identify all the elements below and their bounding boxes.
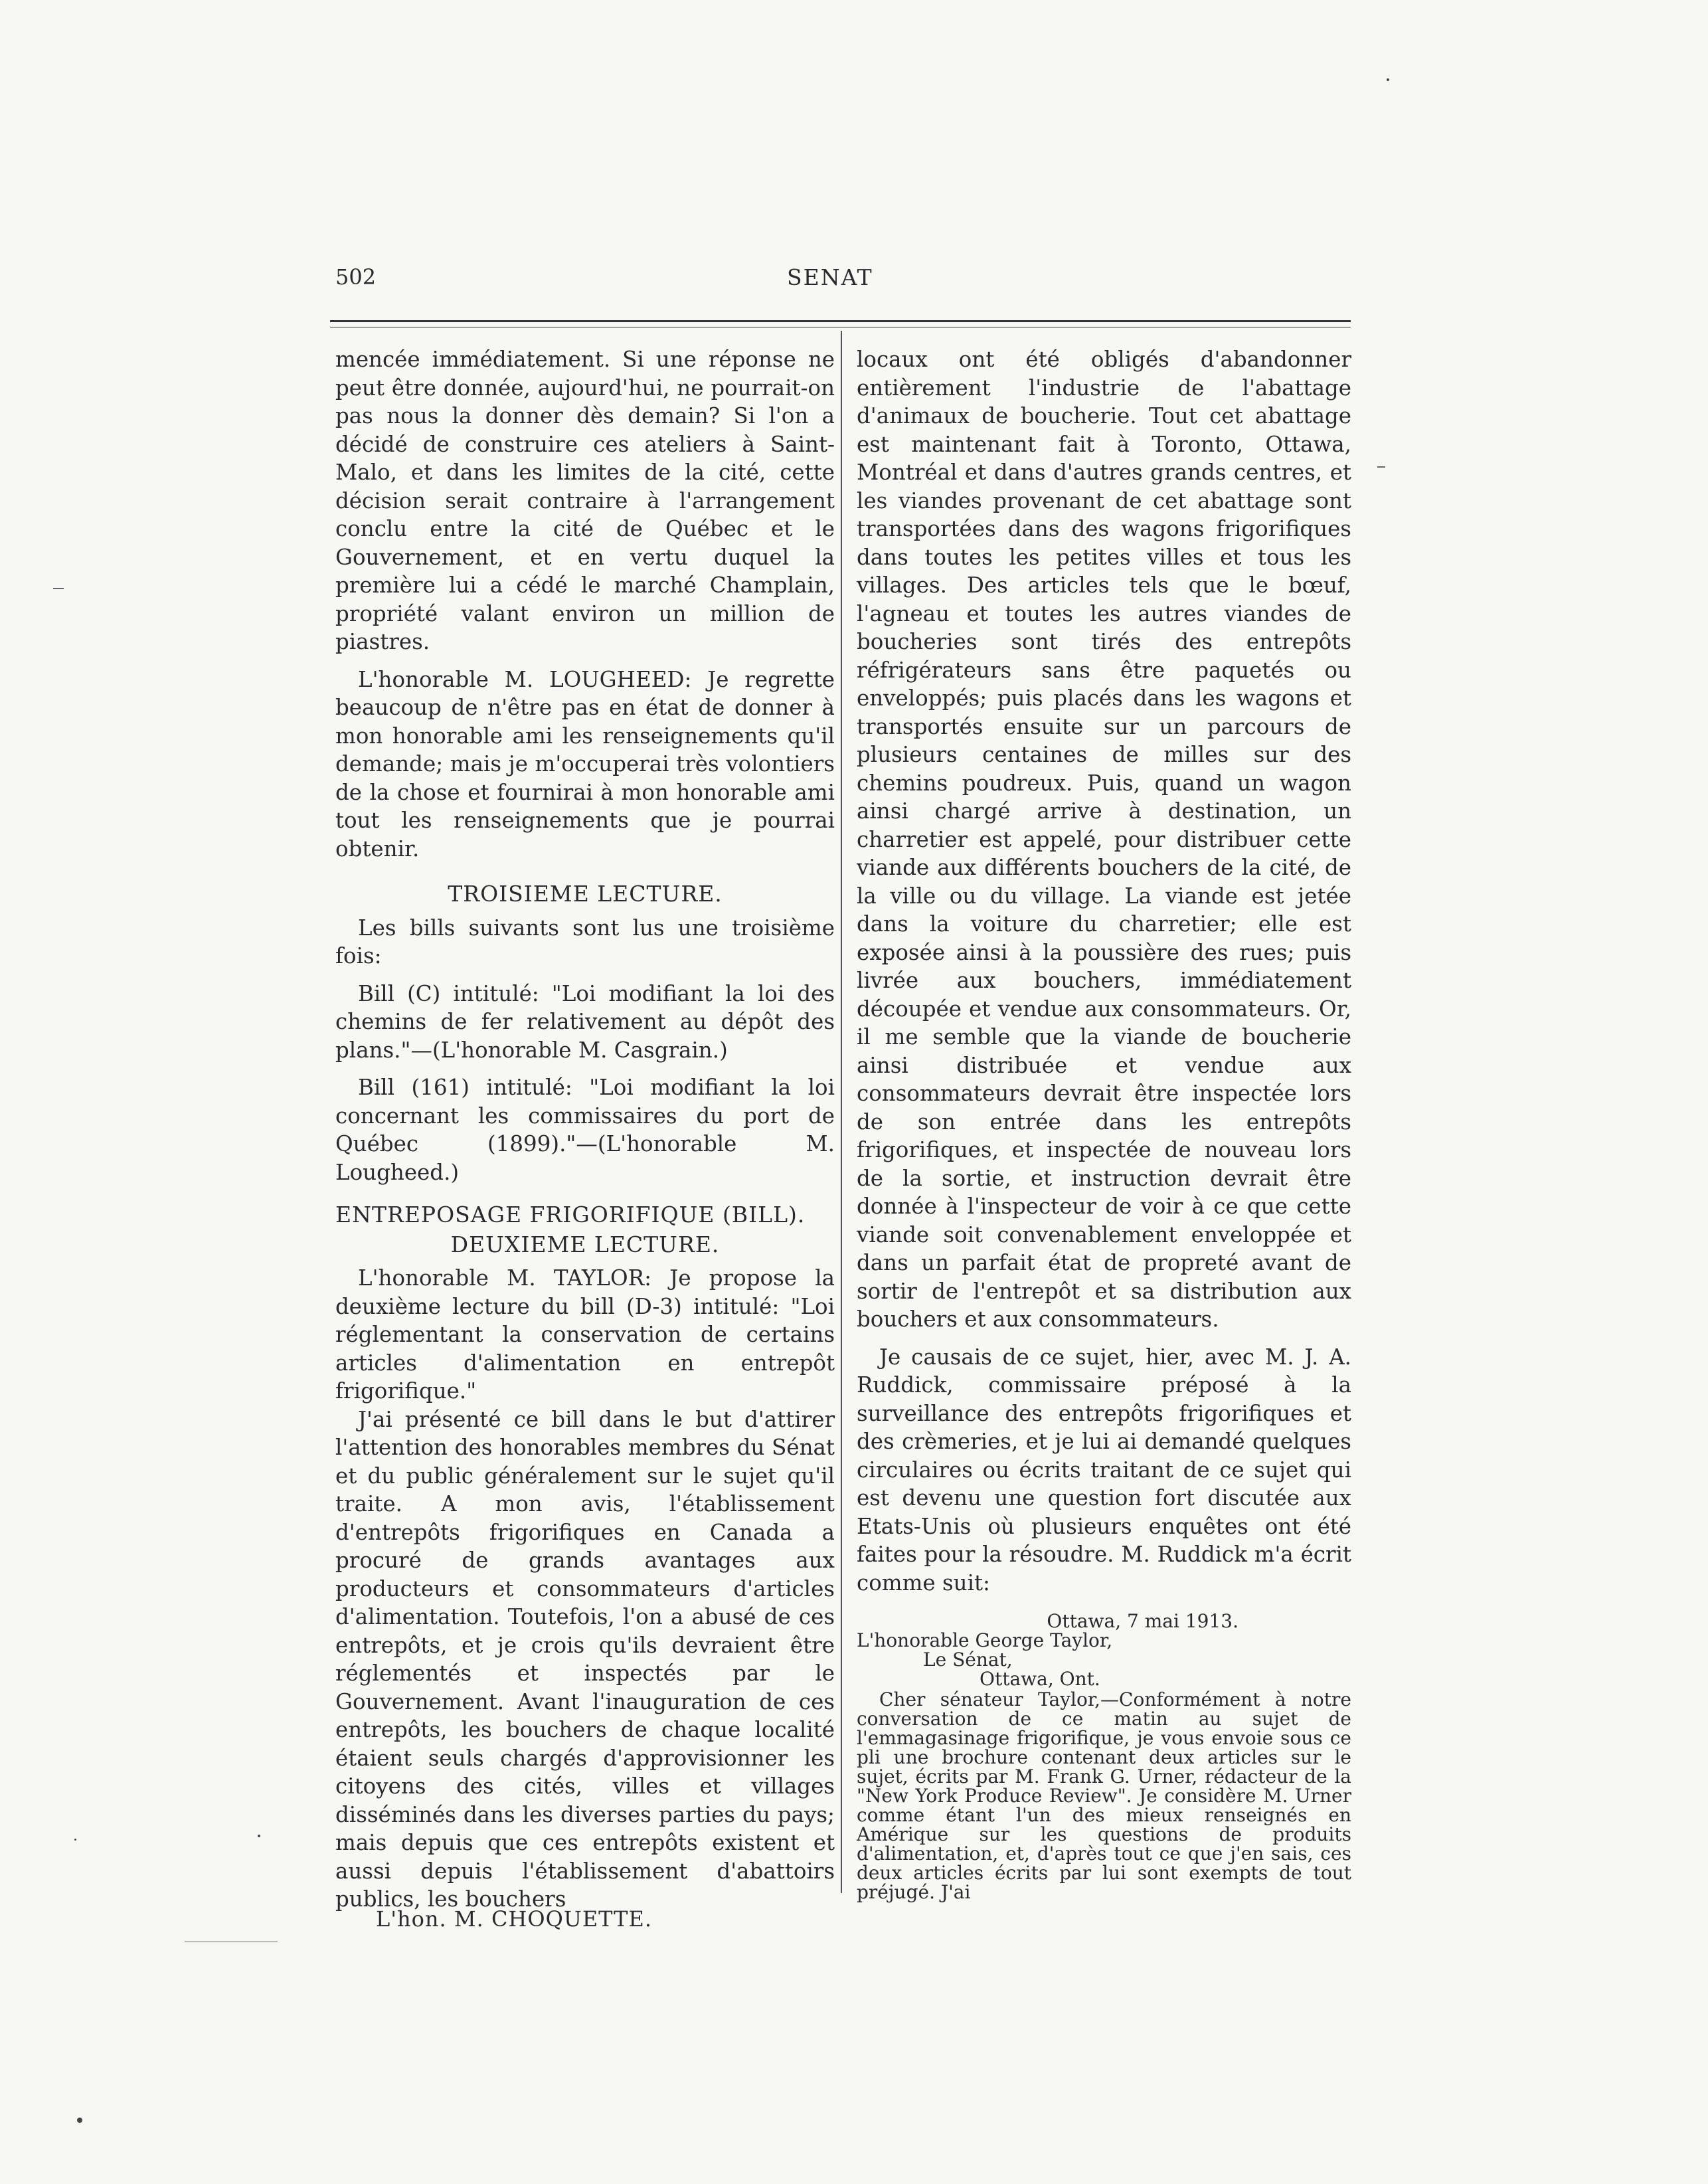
scan-mark — [53, 588, 64, 589]
left-paragraph-1: mencée immédiatement. Si une réponse ne peut être donnée, aujourd'hui, ne pourrait-on pas nous la donner dès demain? Si l'on a décidé de construire ces ateliers à Saint-Malo, et dans les limites de la cité, cette décision serait contraire à l'arrangement conclu entre la cité de Québec et le Gouvernement, et en vertu duquel la première lui a cédé le marché Champlain, propriété valant environ un million de piastres. — [335, 347, 835, 654]
left-paragraph-4: Bill (C) intitulé: "Loi modifiant la loi des chemins de fer relativement au dépôt des plans."—(L'honorable M. Casgrain.) — [335, 980, 835, 1063]
page-header — [335, 264, 1355, 298]
section-heading-deuxieme-lecture: DEUXIEME LECTURE. — [450, 1231, 720, 1257]
page-number: 502 — [335, 264, 377, 290]
scan-speck — [77, 2118, 82, 2123]
left-paragraph-3: Les bills suivants sont lus une troisième fois: — [335, 915, 835, 968]
right-paragraph-2: Je causais de ce sujet, hier, avec M. J. A. Ruddick, commissaire préposé à la surveillance des entrepôts frigorifiques et des crèmeries, et je lui ai demandé quelques circulaires ou écrits traitant de ce sujet qui est devenu une question fort discutée aux Etats-Unis où plusieurs enquêtes ont été faites pour la résoudre. M. Ruddick m'a écrit comme suit: — [857, 1344, 1351, 1595]
left-column — [335, 345, 835, 1914]
letter-addressee-line-2: Le Sénat, — [923, 1649, 1013, 1671]
section-heading-entreposage: ENTREPOSAGE FRIGORIFIQUE (BILL). — [335, 1202, 806, 1228]
letter-addressee: L'honorable George Taylor, — [857, 1629, 1113, 1651]
header-rule — [330, 320, 1351, 322]
letter-date: Ottawa, 7 mai 1913. — [1047, 1610, 1238, 1632]
scan-speck — [74, 1839, 76, 1841]
scan-mark — [1377, 466, 1385, 468]
letter-addressee-line-3: Ottawa, Ont. — [980, 1668, 1100, 1690]
right-column — [857, 345, 1351, 1902]
column-divider — [841, 331, 842, 1893]
quoted-letter — [857, 1611, 1351, 1902]
speaker-footer: L'hon. M. CHOQUETTE. — [376, 1906, 652, 1932]
left-paragraph-5: Bill (161) intitulé: "Loi modifiant la loi concernant les commissaires du port de Québec (1899)."—(L'honorable M. Lougheed.) — [335, 1075, 835, 1185]
running-head: SENAT — [787, 264, 873, 290]
scan-speck — [1387, 78, 1389, 81]
section-heading-troisieme-lecture: TROISIEME LECTURE. — [448, 881, 723, 907]
right-paragraph-1: locaux ont été obligés d'abandonner entièrement l'industrie de l'abattage d'animaux de boucherie. Tout cet abattage est maintenant fait à Toronto, Ottawa, Montréal et dans d'autres grands centres, et les viandes provenant de cet abattage sont transportées dans des wagons frigorifiques dans toutes les petites villes et tous les villages. Des articles tels que le bœuf, l'agneau et toutes les autres viandes de boucheries sont tirés des entrepôts réfrigérateurs sans être paquetés ou enveloppés; puis placés dans les wagons et transportés ensuite sur un parcours de plusieurs centaines de milles sur des chemins poudreux. Puis, quand un wagon ainsi chargé arrive à destination, un charretier est appelé, pour distribuer cette viande aux différents bouchers de la cité, de la ville ou du village. La viande est jetée dans la voiture du charretier; elle est exposée ainsi à la poussière des rues; puis livrée aux bouchers, immédiatement découpée et vendue aux consommateurs. Or, il me semble que la viande de boucherie ainsi distribuée et vendue aux consommateurs devrait être inspectée lors de son entrée dans les entrepôts frigorifiques, et inspectée de nouveau lors de la sortie, et instruction devrait être donnée à l'inspecteur de voir à ce que cette viande soit convenablement enveloppée et dans un parfait état de propreté avant de sortir de l'entrepôt et sa distribution aux bouchers et aux consommateurs. — [857, 347, 1351, 1332]
left-paragraph-2: L'honorable M. LOUGHEED: Je regrette beaucoup de n'être pas en état de donner à mon honorable ami les renseignements qu'il demande; mais je m'occuperai très volontiers de la chose et fournirai à mon honorable ami tout les renseignements que je pourrai obtenir. — [335, 666, 835, 862]
left-paragraph-6: L'honorable M. TAYLOR: Je propose la deuxième lecture du bill (D-3) intitulé: "Loi réglementant la conservation de certains articles d'alimentation en entrepôt frigorifique." — [335, 1265, 835, 1404]
letter-body: Cher sénateur Taylor,—Conformément à notre conversation de ce matin au sujet de l'emmagasinage frigorifique, je vous envoie sous ce pli une brochure contenant deux articles sur le sujet, écrits par M. Frank G. Urner, rédacteur de la "New York Produce Review". Je considère M. Urner comme étant l'un des mieux renseignés en Amérique sur les questions de produits d'alimentation, et, d'après tout ce que j'en sais, ces deux articles écrits par lui sont exempts de tout préjugé. J'ai — [857, 1688, 1351, 1903]
left-paragraph-7: J'ai présenté ce bill dans le but d'attirer l'attention des honorables membres du Sénat et du public généralement sur le sujet qu'il traite. A mon avis, l'établissement d'entrepôts frigorifiques en Canada a procuré de grands avantages aux producteurs et consommateurs d'articles d'alimentation. Toutefois, l'on a abusé de ces entrepôts, et je crois qu'ils devraient être réglementés et inspectés par le Gouvernement. Avant l'inauguration de ces entrepôts, les bouchers de chaque localité étaient seuls chargés d'approvisionner les citoyens des cités, villes et villages disséminés dans les diverses parties du pays; mais depuis que ces entrepôts existent et aussi depuis l'établissement d'abattoirs publics, les bouchers — [335, 1406, 835, 1912]
scan-speck — [258, 1835, 260, 1837]
